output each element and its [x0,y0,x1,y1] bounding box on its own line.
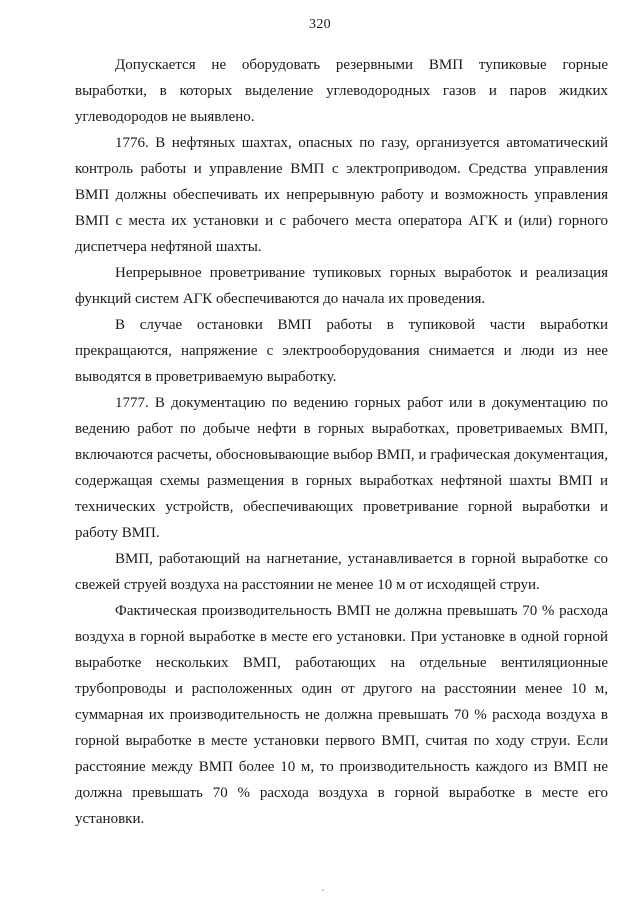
paragraph-1776: 1776. В нефтяных шахтах, опасных по газу, организуется автоматический контроль работы и управление ВМП с электроприводом. Средства управления ВМП должны обеспечивать их непрерывную работу и возможность управления ВМП с места их установки и с рабочего места оператора АГК и (или) горного диспетчера нефтяной шахты. [75,135,608,255]
paragraph-fan-stop: В случае остановки ВМП работы в тупиковой части выработки прекращаются, напряжение с электрооборудования снимается и люди из нее выводятся в проветриваемую выработку. [75,317,608,385]
scan-artifact [322,889,324,891]
paragraph-fan-capacity: Фактическая производительность ВМП не должна превышать 70 % расхода воздуха в горной выработке в месте его установки. При установке в одной горной выработке нескольких ВМП, работающих на отдельные вентиляционные трубопроводы и расположенных один от другого на расстоянии менее 10 м, суммарная их производительность не должна превышать 70 % расхода воздуха в горной выработке в месте установки первого ВМП, считая по ходу струи. Если расстояние между ВМП более 10 м, то производительность каждого из ВМП не должна превышать 70 % расхода воздуха в горной выработке в месте его установки. [75,603,608,827]
paragraph-continuous-ventilation: Непрерывное проветривание тупиковых горных выработок и реализация функций систем АГК обеспечиваются до начала их проведения. [75,265,608,307]
paragraph-reserve-fans: Допускается не оборудовать резервными ВМП тупиковые горные выработки, в которых выделение углеводородных газов и паров жидких углеводородов не выявлено. [75,57,608,125]
paragraph-1777: 1777. В документацию по ведению горных работ или в документацию по ведению работ по добыче нефти в горных выработках, проветриваемых ВМП, включаются расчеты, обосновывающие выбор ВМП, и графическая документация, содержащая схемы размещения в горных выработках нефтяной шахты ВМП и технических устройств, обеспечивающих проветривание горной выработки и работу ВМП. [75,395,608,541]
paragraph-fan-installation: ВМП, работающий на нагнетание, устанавливается в горной выработке со свежей струей воздуха на расстоянии не менее 10 м от исходящей струи. [75,551,608,593]
page-number: 320 [309,17,331,32]
document-body [75,52,608,832]
